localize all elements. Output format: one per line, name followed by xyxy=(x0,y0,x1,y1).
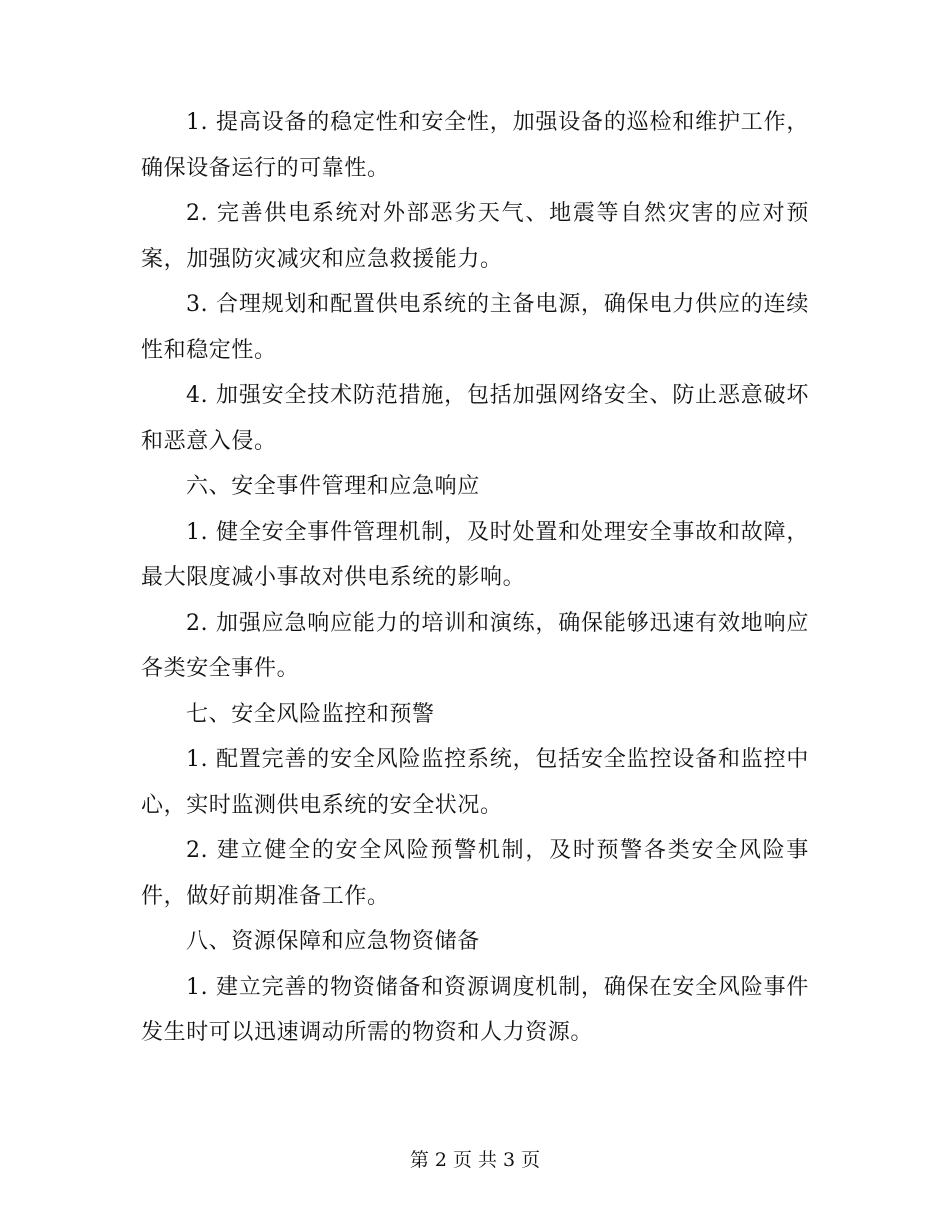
paragraph-item-2: 2. 完善供电系统对外部恶劣天气、地震等自然灾害的应对预案，加强防灾减灾和应急救援能力。 xyxy=(141,201,809,272)
paragraph-item-1: 1. 提高设备的稳定性和安全性，加强设备的巡检和维护工作，确保设备运行的可靠性。 xyxy=(141,110,809,181)
section-heading-6: 六、安全事件管理和应急响应 xyxy=(186,474,480,499)
paragraph-item-7-2: 2. 建立健全的安全风险预警机制，及时预警各类安全风险事件，做好前期准备工作。 xyxy=(141,838,809,909)
page-footer xyxy=(0,1146,950,1174)
section-heading-7: 七、安全风险监控和预警 xyxy=(186,701,435,727)
section-heading-8: 八、资源保障和应急物资储备 xyxy=(186,929,480,954)
page-number-indicator: 第 2 页 共 3 页 xyxy=(409,1149,541,1171)
paragraph-item-6-1: 1. 健全安全事件管理机制，及时处置和处理安全事故和故障，最大限度减小事故对供电系统的影响。 xyxy=(141,519,809,590)
paragraph-item-6-2: 2. 加强应急响应能力的培训和演练，确保能够迅速有效地响应各类安全事件。 xyxy=(141,610,809,681)
document-body xyxy=(141,100,809,1056)
paragraph-item-3: 3. 合理规划和配置供电系统的主备电源，确保电力供应的连续性和稳定性。 xyxy=(141,292,809,363)
paragraph-item-4: 4. 加强安全技术防范措施，包括加强网络安全、防止恶意破坏和恶意入侵。 xyxy=(141,383,809,454)
paragraph-item-8-1: 1. 建立完善的物资储备和资源调度机制，确保在安全风险事件发生时可以迅速调动所需的物资和人力资源。 xyxy=(141,974,809,1045)
paragraph-item-7-1: 1. 配置完善的安全风险监控系统，包括安全监控设备和监控中心，实时监测供电系统的安全状况。 xyxy=(141,747,809,818)
